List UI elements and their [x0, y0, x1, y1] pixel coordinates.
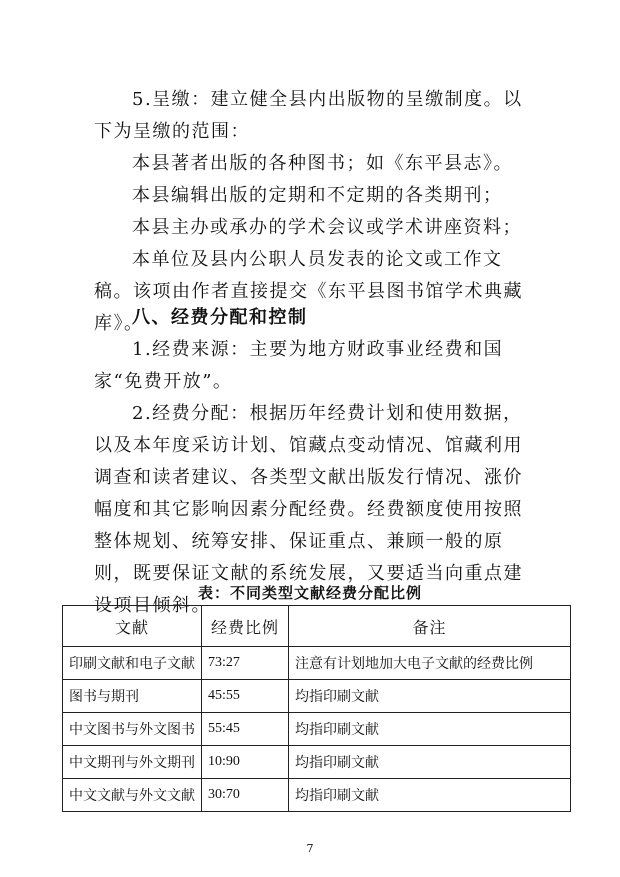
table-row: [63, 713, 571, 746]
table-caption: 表：不同类型文献经费分配比例: [197, 584, 422, 602]
header-remarks: 备注: [289, 606, 571, 647]
cell-remarks: 均指印刷文献: [289, 779, 571, 812]
cell-remarks: 均指印刷文献: [289, 746, 571, 779]
paragraph-funding-source: 1.经费来源：主要为地方财政事业经费和国家“免费开放”。: [94, 339, 504, 392]
paragraph-deposit-item-2: 本县编辑出版的定期和不定期的各类期刊；: [132, 185, 503, 206]
table-row: [63, 779, 571, 812]
cell-document-type: 图书与期刊: [63, 680, 202, 713]
allocation-table: [62, 605, 571, 812]
table-row: [63, 680, 571, 713]
cell-document-type: 中文期刊与外文期刊: [63, 746, 202, 779]
cell-ratio: 55:45: [202, 713, 289, 746]
table-header-row: [63, 606, 571, 647]
section-heading: 八、经费分配和控制: [132, 307, 308, 328]
paragraph-deposit-item-1: 本县著者出版的各种图书；如《东平县志》。: [132, 153, 513, 174]
paragraph-funding-allocation: 2.经费分配：根据历年经费计划和使用数据，以及本年度采访计划、馆藏点变动情况、馆藏利用调查和读者建议、各类型文献出版发行情况、涨价幅度和其它影响因素分配经费。经费额度使用按照整体规划、统筹安排、保证重点、兼顾一般的原则，既要保证文献的系统发展，又要适当向重点建设项目倾斜。: [94, 403, 523, 616]
cell-ratio: 30:70: [202, 779, 289, 812]
cell-remarks: 均指印刷文献: [289, 713, 571, 746]
paragraph-deposit: 5.呈缴：建立健全县内出版物的呈缴制度。以下为呈缴的范围：: [94, 89, 523, 142]
table-row: [63, 746, 571, 779]
table-row: [63, 647, 571, 680]
cell-remarks: 注意有计划地加大电子文献的经费比例: [289, 647, 571, 680]
cell-ratio: 73:27: [202, 647, 289, 680]
cell-document-type: 中文图书与外文图书: [63, 713, 202, 746]
paragraph-deposit-item-3: 本县主办或承办的学术会议或学术讲座资料；: [132, 217, 522, 238]
cell-ratio: 45:55: [202, 680, 289, 713]
cell-remarks: 均指印刷文献: [289, 680, 571, 713]
cell-ratio: 10:90: [202, 746, 289, 779]
paragraph-deposit-item-4: 本单位及县内公职人员发表的论文或工作文稿。该项由作者直接提交《东平县图书馆学术典藏库》。: [94, 249, 523, 334]
page-number: 7: [306, 842, 314, 855]
cell-document-type: 中文文献与外文文献: [63, 779, 202, 812]
header-document-type: 文献: [63, 606, 202, 647]
header-ratio: 经费比例: [202, 606, 289, 647]
cell-document-type: 印刷文献和电子文献: [63, 647, 202, 680]
